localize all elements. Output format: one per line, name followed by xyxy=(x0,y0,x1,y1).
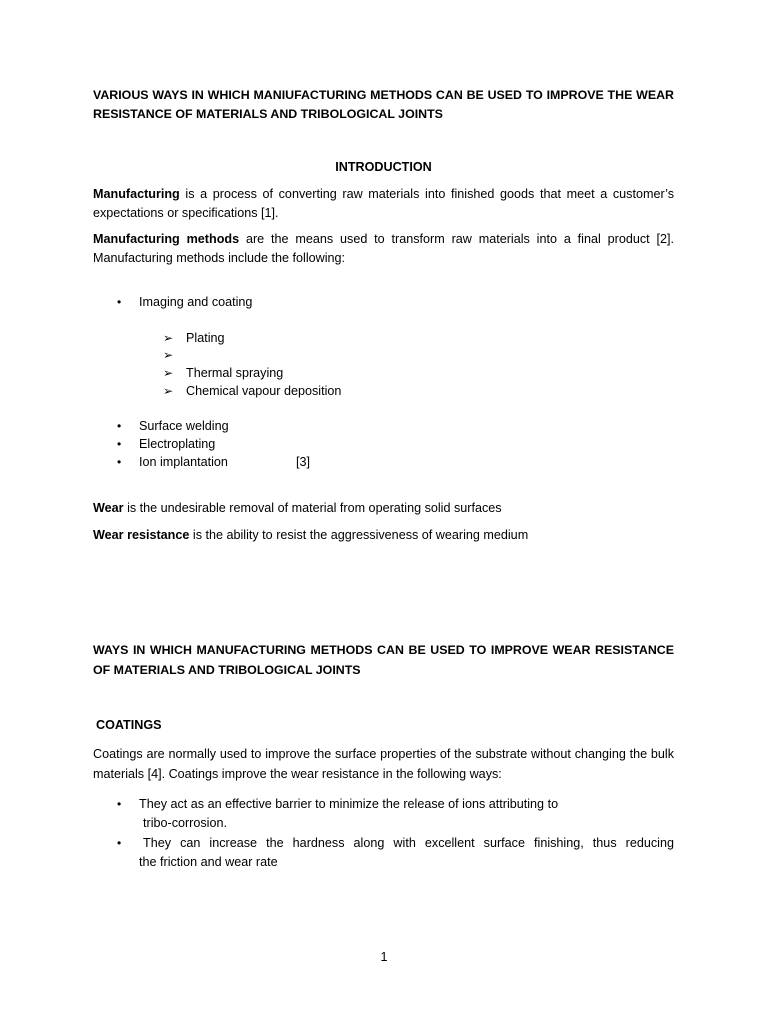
arrow-bullet-icon: ➢ xyxy=(163,331,174,345)
sub-item-plating: Plating xyxy=(186,331,225,345)
bullet-icon: • xyxy=(117,437,122,451)
wear-resistance-definition xyxy=(93,526,674,545)
wear-resistance-term: Wear resistance xyxy=(93,528,190,542)
reference-3: [3] xyxy=(296,455,311,469)
bullet-icon: • xyxy=(117,797,122,811)
manufacturing-term: Manufacturing xyxy=(93,187,180,201)
list-item-ion-implantation: Ion implantation xyxy=(139,455,228,469)
wear-term: Wear xyxy=(93,501,124,515)
list-item-electroplating: Electroplating xyxy=(139,437,216,451)
methods-definition xyxy=(93,230,674,268)
section-title: WAYS IN WHICH MANUFACTURING METHODS CAN BE USED TO IMPROVE WEAR RESISTANCE OF MATERIALS AND TRIBOLOGICAL JOINTS xyxy=(93,643,674,677)
bullet-icon: • xyxy=(117,836,122,850)
coatings-heading: COATINGS xyxy=(96,718,162,732)
arrow-bullet-icon: ➢ xyxy=(163,366,174,380)
introduction-heading: INTRODUCTION xyxy=(335,160,432,174)
coatings-bullet-2-line1: They can increase the hardness along with excellent surface finishing, thus reducing xyxy=(143,836,674,850)
bullet-icon: • xyxy=(117,455,122,469)
methods-text: are the means used to transform raw materials into a final product [2]. Manufacturing methods include the following: xyxy=(93,232,674,265)
methods-term: Manufacturing methods xyxy=(93,232,240,246)
arrow-bullet-icon: ➢ xyxy=(163,348,174,362)
page-number: 1 xyxy=(380,950,388,964)
list-item-imaging: Imaging and coating xyxy=(139,295,253,309)
manufacturing-text: is a process of converting raw materials into finished goods that meet a customer’s expectations or specifications [1]. xyxy=(93,187,674,220)
coatings-bullet-1-line1: They act as an effective barrier to minimize the release of ions attributing to xyxy=(139,797,559,811)
document-title: VARIOUS WAYS IN WHICH MANIUFACTURING METHODS CAN BE USED TO IMPROVE THE WEAR RESISTANCE OF MATERIALS AND TRIBOLOGICAL JOINTS xyxy=(93,88,674,121)
coatings-paragraph: Coatings are normally used to improve the surface properties of the substrate without changing the bulk materials [4]. Coatings improve the wear resistance in the following ways: xyxy=(93,747,674,781)
sub-item-cvd: Chemical vapour deposition xyxy=(186,384,342,398)
sub-item-thermal-spraying: Thermal spraying xyxy=(186,366,284,380)
list-item-surface-welding: Surface welding xyxy=(139,419,229,433)
bullet-icon: • xyxy=(117,295,122,309)
wear-text: is the undesirable removal of material from operating solid surfaces xyxy=(123,501,502,515)
wear-definition xyxy=(93,499,674,518)
bullet-icon: • xyxy=(117,419,122,433)
coatings-bullet-1-line2: tribo-corrosion. xyxy=(143,816,227,830)
manufacturing-definition xyxy=(93,185,674,223)
arrow-bullet-icon: ➢ xyxy=(163,384,174,398)
coatings-bullet-2-line2: the friction and wear rate xyxy=(139,855,278,869)
wear-resistance-text: is the ability to resist the aggressiveness of wearing medium xyxy=(189,528,529,542)
